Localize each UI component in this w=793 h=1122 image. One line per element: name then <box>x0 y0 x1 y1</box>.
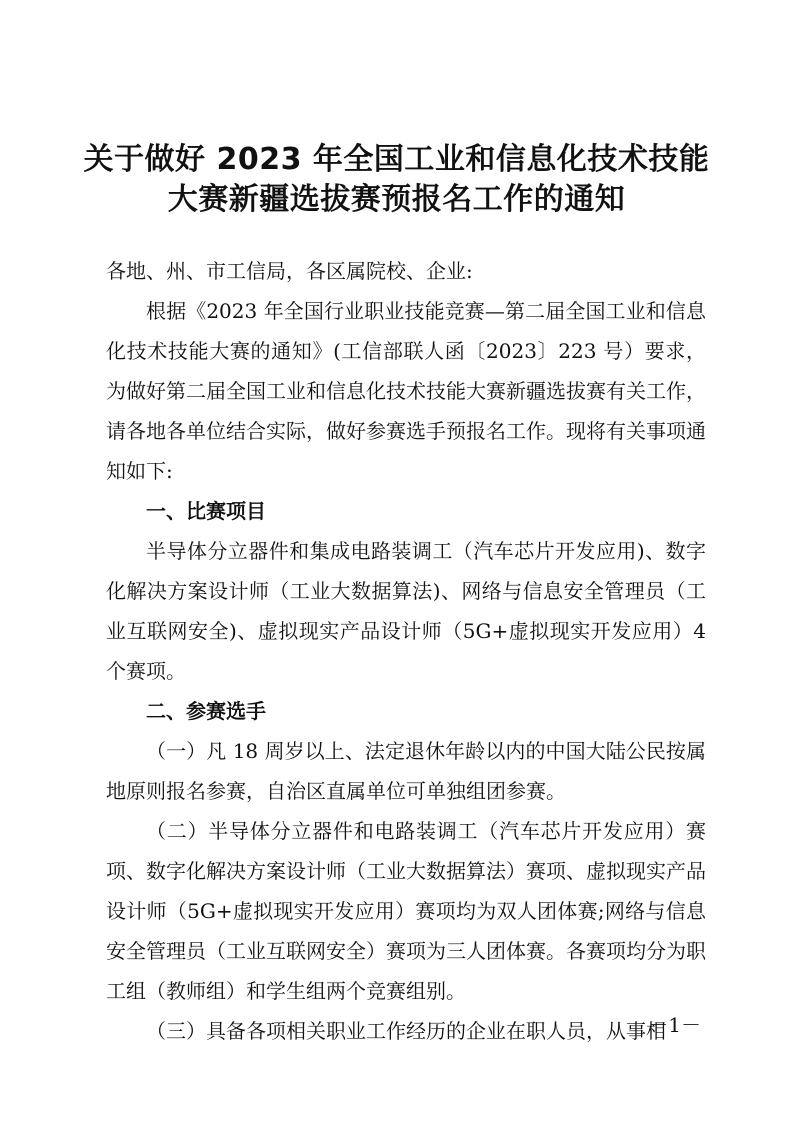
section-heading-competition-items: 一、比赛项目 <box>146 499 266 523</box>
title-line-2: 大赛新疆选拔赛预报名工作的通知 <box>167 182 626 217</box>
page-number: －1－ <box>648 1013 701 1037</box>
document-body <box>106 251 706 1051</box>
contestants-item-2: （二）半导体分立器件和电路装调工（汽车芯片开发应用）赛项、数字化解决方案设计师（工业大数据算法）赛项、虚拟现实产品设计师（5G+虚拟现实开发应用）赛项均为双人团体赛;网络与信息安全管理员（工业互联网安全）赛项为三人团体赛。各赛项均分为职工组（教师组）和学生组两个竞赛组别。 <box>106 819 706 1003</box>
contestants-item-1: （一）凡 18 周岁以上、法定退休年龄以内的中国大陆公民按属地原则报名参赛，自治区直属单位可单独组团参赛。 <box>106 739 706 803</box>
title-line-1: 关于做好 2023 年全国工业和信息化技术技能 <box>83 142 710 177</box>
intro-paragraph: 根据《2023 年全国行业职业技能竞赛—第二届全国工业和信息化技术技能大赛的通知》(工信部联人函〔2023〕223 号）要求，为做好第二届全国工业和信息化技术技能大赛新疆选拔赛有关工作，请各地各单位结合实际，做好参赛选手预报名工作。现将有关事项通知如下: <box>106 299 706 483</box>
document-title <box>60 140 733 220</box>
competition-items-paragraph: 半导体分立器件和集成电路装调工（汽车芯片开发应用)、数字化解决方案设计师（工业大数据算法)、网络与信息安全管理员（工业互联网安全)、虚拟现实产品设计师（5G+虚拟现实开发应用）4 个赛项。 <box>106 539 706 683</box>
salutation: 各地、州、市工信局，各区属院校、企业: <box>106 259 473 283</box>
contestants-item-3: （三）具备各项相关职业工作经历的企业在职人员，从事相 <box>146 1019 666 1043</box>
section-heading-contestants: 二、参赛选手 <box>146 699 266 723</box>
